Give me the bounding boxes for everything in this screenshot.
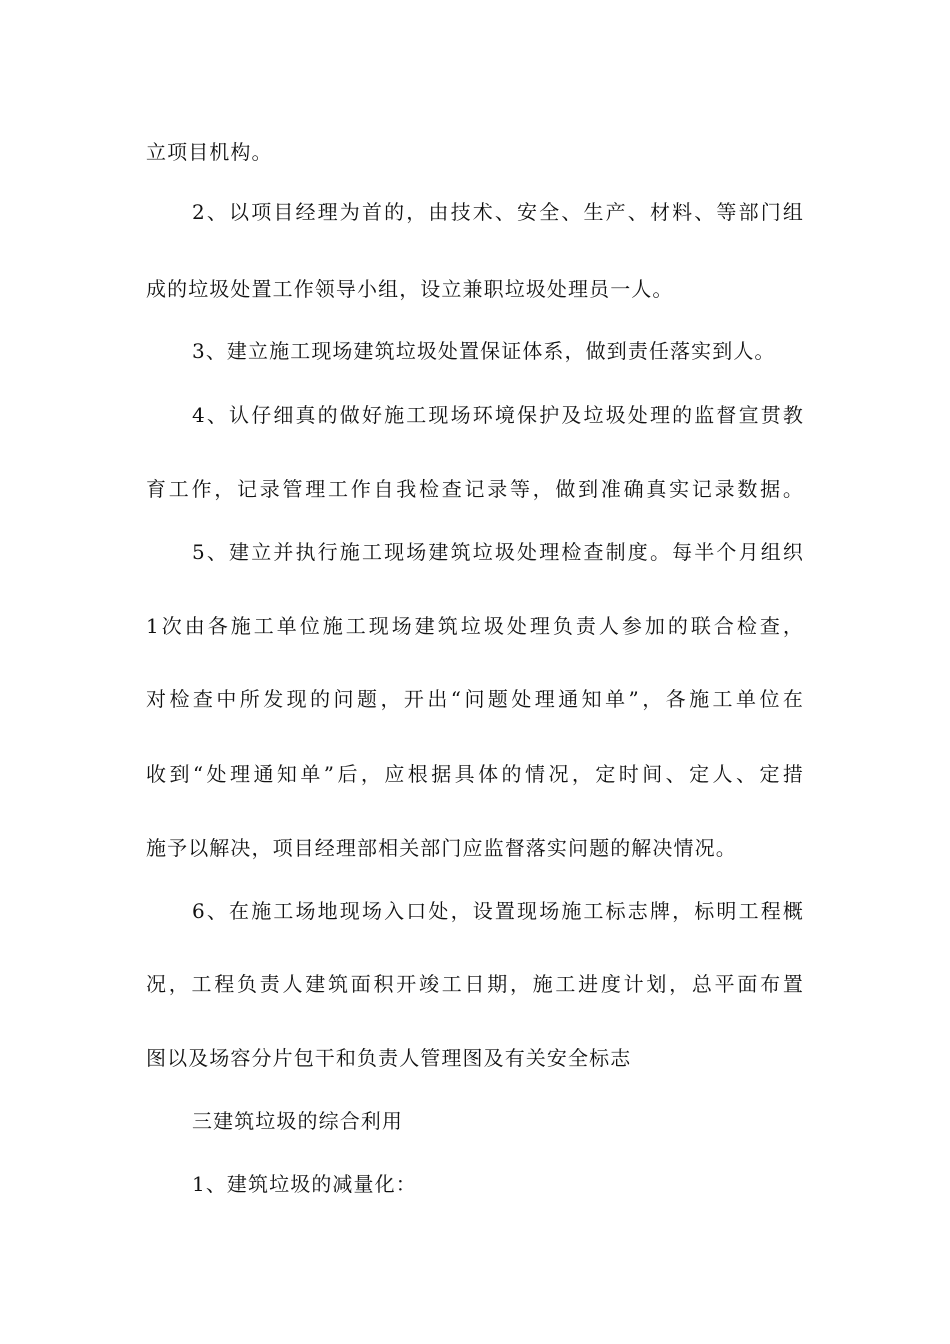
paragraph-5-line-3: 对检查中所发现的问题，开出“问题处理通知单”，各施工单位在 — [146, 687, 804, 711]
paragraph-6-line-1: 6、在施工场地现场入口处，设置现场施工标志牌，标明工程概 — [192, 899, 804, 923]
paragraph-5-line-2: 1次由各施工单位施工现场建筑垃圾处理负责人参加的联合检查， — [146, 614, 804, 638]
text-line: 立项目机构。 — [146, 140, 273, 164]
paragraph-6-line-2: 况，工程负责人建筑面积开竣工日期，施工进度计划，总平面布置 — [146, 972, 804, 996]
paragraph-6-line-3: 图以及场容分片包干和负责人管理图及有关安全标志 — [146, 1046, 632, 1070]
paragraph-5-line-5: 施予以解决，项目经理部相关部门应监督落实问题的解决情况。 — [146, 836, 737, 860]
paragraph-4-line-1: 4、认仔细真的做好施工现场环境保护及垃圾处理的监督宣贯教 — [192, 403, 804, 427]
subsection-heading: 1、建筑垃圾的减量化： — [192, 1172, 417, 1196]
paragraph-5-line-1: 5、建立并执行施工现场建筑垃圾处理检查制度。每半个月组织 — [192, 540, 804, 564]
paragraph-5-line-4: 收到“处理通知单”后，应根据具体的情况，定时间、定人、定措 — [146, 762, 804, 786]
paragraph-2-line-1: 2、以项目经理为首的，由技术、安全、生产、材料、等部门组 — [192, 200, 804, 224]
section-heading: 三建筑垃圾的综合利用 — [192, 1109, 403, 1133]
paragraph-3: 3、建立施工现场建筑垃圾处置保证体系，做到责任落实到人。 — [192, 339, 776, 363]
paragraph-2-line-2: 成的垃圾处置工作领导小组，设立兼职垃圾处理员一人。 — [146, 277, 674, 301]
paragraph-4-line-2: 育工作，记录管理工作自我检查记录等，做到准确真实记录数据。 — [146, 477, 804, 501]
